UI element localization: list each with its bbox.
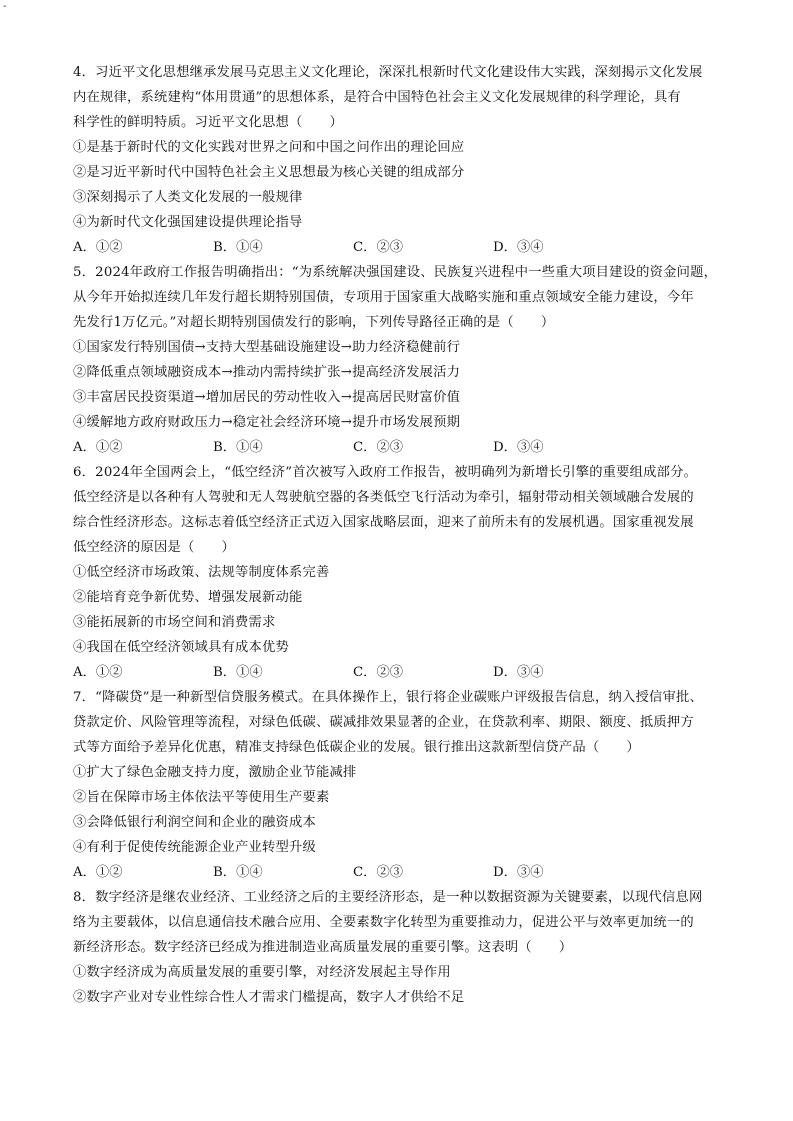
answer-options xyxy=(73,660,733,685)
statement-item: ②数字产业对专业性综合性人才需求门槛提高，数字人才供给不足 xyxy=(73,990,465,1005)
statement-item: ①数字经济成为高质量发展的重要引擎，对经济发展起主导作用 xyxy=(73,965,451,980)
answer-options xyxy=(73,435,733,460)
option-a: A．①② xyxy=(73,240,123,255)
question-6 xyxy=(73,460,733,685)
statement-item: ③丰富居民投资渠道→增加居民的劳动性收入→提高居民财富价值 xyxy=(73,390,461,405)
question-stem-line: 新经济形态。数字经济已经成为推进制造业高质量发展的重要引擎。这表明（ ） xyxy=(73,940,573,955)
question-stem-line: 低空经济是以各种有人驾驶和无人驾驶航空器的各类低空飞行活动为牵引，辐射带动相关领域融合发展的 xyxy=(73,490,694,505)
statement-item: ④为新时代文化强国建设提供理论指导 xyxy=(73,215,303,230)
question-8 xyxy=(73,885,733,1010)
statement-item: ④有利于促使传统能源企业产业转型升级 xyxy=(73,840,316,855)
statement-item: ①低空经济市场政策、法规等制度体系完善 xyxy=(73,565,330,580)
question-stem-line: 综合性经济形态。这标志着低空经济正式迈入国家战略层面，迎来了前所未有的发展机遇。国家重视发展 xyxy=(73,515,694,530)
question-5 xyxy=(73,260,733,460)
statement-item: ①扩大了绿色金融支持力度，激励企业节能减排 xyxy=(73,765,357,780)
question-4 xyxy=(73,60,733,260)
question-stem-line: 从今年开始拟连续几年发行超长期特别国债，专项用于国家重大战略实施和重点领域安全能力建设，今年 xyxy=(73,290,694,305)
statement-item: ④我国在低空经济领域具有成本优势 xyxy=(73,640,289,655)
question-7 xyxy=(73,685,733,885)
option-a: A．①② xyxy=(73,665,123,680)
option-b: B．①④ xyxy=(213,865,263,880)
option-b: B．①④ xyxy=(213,240,263,255)
question-stem-line: 内在规律，系统建构“体用贯通”的思想体系，是符合中国特色社会主义文化发展规律的科学理论，具有 xyxy=(73,90,681,105)
option-c: C．②③ xyxy=(353,240,404,255)
option-c: C．②③ xyxy=(353,665,404,680)
statement-item: ①是基于新时代的文化实践对世界之问和中国之问作出的理论回应 xyxy=(73,140,465,155)
question-stem-line: 8．数字经济是继农业经济、工业经济之后的主要经济形态，是一种以数据资源为关键要素，以现代信息网 xyxy=(73,890,703,905)
statement-item: ②是习近平新时代中国特色社会主义思想最为核心关键的组成部分 xyxy=(73,165,465,180)
answer-options xyxy=(73,235,733,260)
option-b: B．①④ xyxy=(213,440,263,455)
option-c: C．②③ xyxy=(353,440,404,455)
question-stem-line: 6．2024年全国两会上，“低空经济”首次被写入政府工作报告，被明确列为新增长引擎的重要组成部分。 xyxy=(73,465,698,480)
option-c: C．②③ xyxy=(353,865,404,880)
statement-item: ②能培育竞争新优势、增强发展新动能 xyxy=(73,590,303,605)
option-d: D．③④ xyxy=(493,240,544,255)
question-stem-line: 络为主要载体，以信息通信技术融合应用、全要素数字化转型为重要推动力，促进公平与效率更加统一的 xyxy=(73,915,694,930)
option-a: A．①② xyxy=(73,865,123,880)
answer-options xyxy=(73,860,733,885)
statement-item: ②旨在保障市场主体依法平等使用生产要素 xyxy=(73,790,330,805)
exam-page xyxy=(73,60,733,1010)
statement-item: ③能拓展新的市场空间和消费需求 xyxy=(73,615,276,630)
question-stem-line: 式等方面给予差异化优惠，精准支持绿色低碳企业的发展。银行推出这款新型信贷产品（ ） xyxy=(73,740,640,755)
question-stem-line: 贷款定价、风险管理等流程，对绿色低碳、碳减排效果显著的企业，在贷款利率、期限、额度、抵质押方 xyxy=(73,715,694,730)
option-d: D．③④ xyxy=(493,665,544,680)
option-d: D．③④ xyxy=(493,865,544,880)
question-stem-line: 科学性的鲜明特质。习近平文化思想（ ） xyxy=(73,115,343,130)
question-stem-line: 5．2024年政府工作报告明确指出：“为系统解决强国建设、民族复兴进程中一些重大项目建设的资金问题， xyxy=(73,265,718,280)
question-stem-line: 4．习近平文化思想继承发展马克思主义文化理论，深深扎根新时代文化建设伟大实践，深刻揭示文化发展 xyxy=(73,65,703,80)
statement-item: ①国家发行特别国债→支持大型基础设施建设→助力经济稳健前行 xyxy=(73,340,461,355)
option-b: B．①④ xyxy=(213,665,263,680)
option-a: A．①② xyxy=(73,440,123,455)
corner-mark: - xyxy=(3,1,7,12)
question-stem-line: 先发行1万亿元。”对超长期特别国债发行的影响，下列传导路径正确的是（ ） xyxy=(73,315,555,330)
statement-item: ③会降低银行利润空间和企业的融资成本 xyxy=(73,815,316,830)
statement-item: ②降低重点领域融资成本→推动内需持续扩张→提高经济发展活力 xyxy=(73,365,461,380)
statement-item: ④缓解地方政府财政压力→稳定社会经济环境→提升市场发展预期 xyxy=(73,415,461,430)
statement-item: ③深刻揭示了人类文化发展的一般规律 xyxy=(73,190,303,205)
option-d: D．③④ xyxy=(493,440,544,455)
question-stem-line: 7．“降碳贷”是一种新型信贷服务模式。在具体操作上，银行将企业碳账户评级报告信息，纳入授信审批、 xyxy=(73,690,704,705)
question-stem-line: 低空经济的原因是（ ） xyxy=(73,540,235,555)
